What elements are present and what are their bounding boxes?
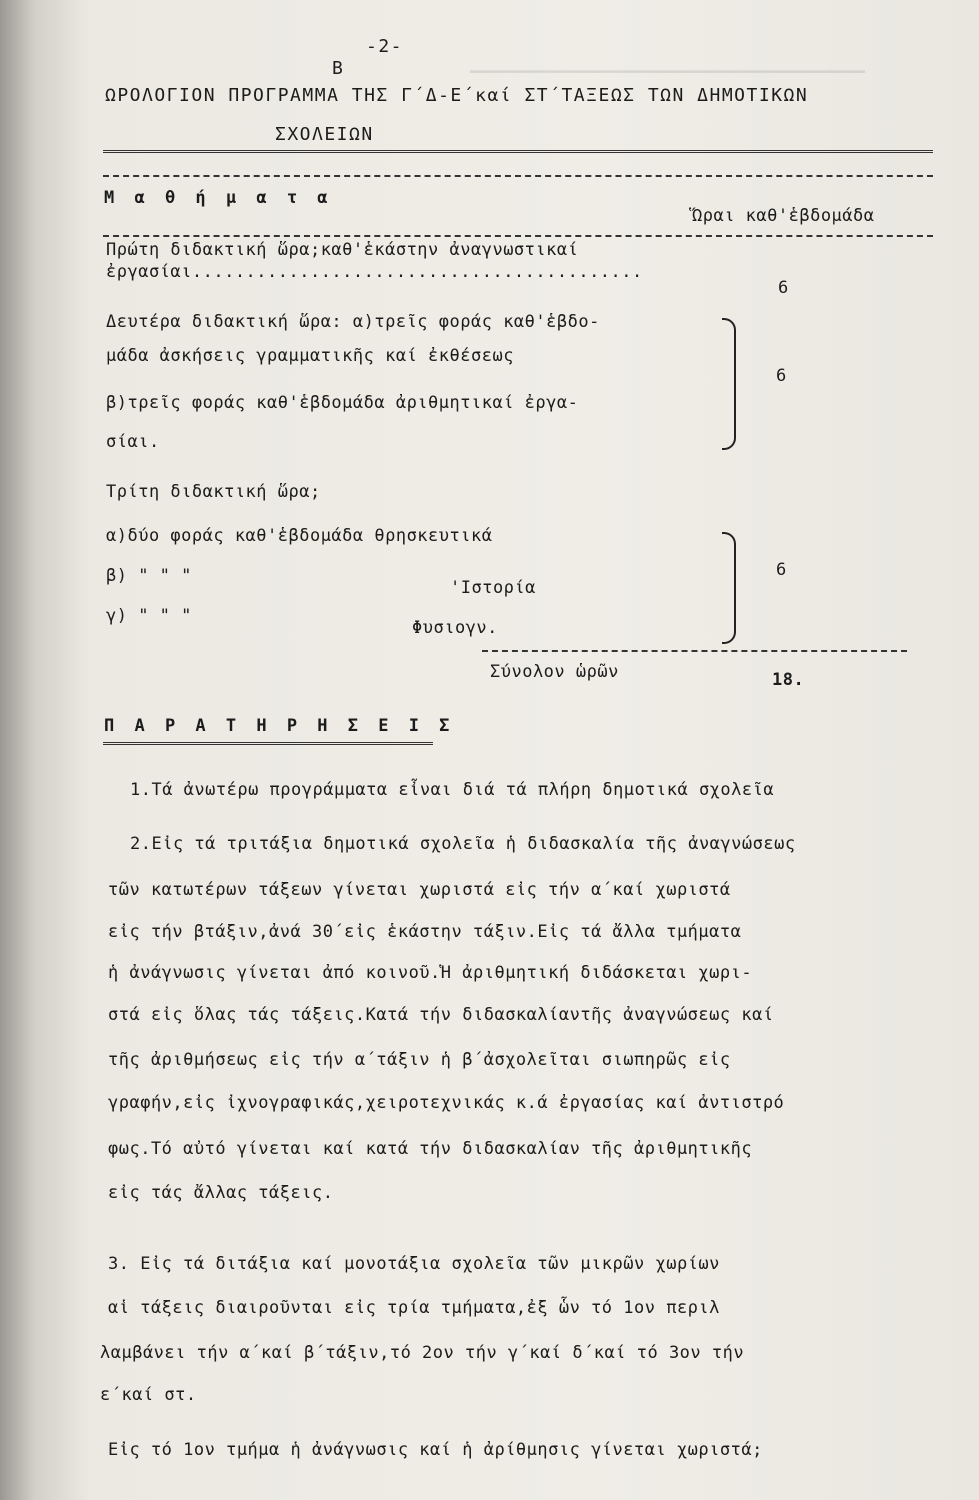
row3-item-b: β) " " " (106, 566, 192, 586)
remark-3: λαμβάνει τήν α΄καί β΄τάξιν,τό 2ον τήν γ΄καί δ΄καί τό 3ον τήν (100, 1343, 745, 1363)
row1-text-cont: ἐργασίαι.......................................... (106, 262, 643, 282)
title-underline (103, 150, 933, 153)
row2-text: σίαι. (106, 432, 160, 452)
remark-2: στά εἰς ὅλας τάς τάξεις.Κατά τήν διδασκαλίαντῆς ἀναγνώσεως καί (108, 1005, 774, 1025)
table-top-rule (103, 175, 933, 177)
page-title: ΩΡΟΛΟΓΙΟΝ ΠΡΟΓΡΑΜΜΑ ΤΗΣ Γ΄Δ-Ε΄καί ΣΤ΄ΤΑΞΕΩΣ ΤΩΝ ΔΗΜΟΤΙΚΩΝ (105, 85, 809, 106)
row3-item-c: γ) " " " (106, 606, 192, 626)
row3-item-b-subject: 'Ιστορία (450, 578, 536, 598)
remark-2: γραφήν,εἰς ἰχνογραφικάς,χειροτεχνικάς κ.ά ἐργασίας καί ἀντιστρό (108, 1093, 785, 1113)
row2-text: μάδα ἀσκήσεις γραμματικῆς καί ἐκθέσεως (106, 346, 514, 366)
bleed-through: ━━━━━━━━━━━━━━━━━━━━━━━━━━━━━━━━━━━━━━━ (470, 62, 866, 81)
remark-2: φως.Τό αὐτό γίνεται καί κατά τήν διδασκαλίαν τῆς ἀριθμητικῆς (108, 1139, 753, 1159)
row3-item-c-subject: Φυσιογν. (412, 618, 498, 638)
row2-text: Δευτέρα διδακτική ὥρα: α)τρεῖς φοράς καθ'ἑβδο- (106, 312, 600, 332)
page-number: -2- (366, 36, 404, 57)
column-header-subjects: Μ α θ ή μ α τ α (104, 188, 333, 208)
page-title-line2: ΣΧΟΛΕΙΩΝ (275, 124, 374, 145)
total-label: Σύνολον ὡρῶν (490, 662, 619, 682)
total-value: 18. (772, 670, 805, 690)
remark-2: τῶν κατωτέρων τάξεων γίνεται χωριστά εἰς τήν α΄καί χωριστά (108, 880, 731, 900)
total-rule (482, 650, 907, 652)
remark-3: ε΄καί στ. (100, 1385, 197, 1405)
column-header-hours: Ὥραι καθ'ἑβδομάδα (692, 206, 875, 226)
remarks-heading: Π Α Ρ Α Τ Η Ρ Η Σ Ε Ι Σ (104, 716, 455, 736)
header-rule (103, 235, 933, 237)
remark-4: Εἰς τό 1ον τμήμα ἡ ἀνάγνωσις καί ἡ ἀρίθμησις γίνεται χωριστά; (108, 1440, 763, 1460)
row1-hours: 6 (778, 278, 789, 298)
row2-brace (722, 318, 736, 450)
remark-1: 1.Τά ἀνωτέρω προγράμματα εἶναι διά τά πλήρη δημοτικά σχολεῖα (130, 780, 775, 800)
row3-hours: 6 (776, 560, 787, 580)
row3-item-a: α)δύο φοράς καθ'ἑβδομάδα θρησκευτικά (106, 526, 493, 546)
row1-text: Πρώτη διδακτική ὥρα;καθ'ἑκάστην ἀναγνωστικαί (106, 240, 579, 260)
remark-3: αἱ τάξεις διαιροῦνται εἰς τρία τμήματα,ἐξ ὧν τό 1ον περιλ (108, 1298, 720, 1318)
remark-2: τῆς ἀριθμήσεως εἰς τήν α΄τάξιν ἡ β΄ἀσχολεῖται σιωπηρῶς εἰς (108, 1050, 731, 1070)
row3-text: Τρίτη διδακτική ὥρα; (106, 482, 321, 502)
section-mark: B (332, 58, 345, 79)
remark-2: εἰς τάς ἄλλας τάξεις. (108, 1183, 334, 1203)
row2-hours: 6 (776, 366, 787, 386)
remark-2: εἰς τήν βτάξιν,ἀνά 30΄εἰς ἑκάστην τάξιν.Εἰς τά ἄλλα τμήματα (108, 922, 742, 942)
remark-2: ἡ ἀνάγνωσις γίνεται ἀπό κοινοῦ.Ἡ ἀριθμητική διδάσκεται χωρι- (108, 963, 753, 983)
remark-3: 3. Εἰς τά διτάξια καί μονοτάξια σχολεῖα τῶν μικρῶν χωρίων (108, 1254, 720, 1274)
remarks-underline (103, 742, 433, 745)
remark-2: 2.Εἰς τά τριτάξια δημοτικά σχολεῖα ἡ διδασκαλία τῆς ἀναγνώσεως (130, 834, 796, 854)
row3-brace (722, 532, 736, 644)
row2-text: β)τρεῖς φοράς καθ'ἑβδομάδα ἀριθμητικαί ἐργα- (106, 393, 579, 413)
